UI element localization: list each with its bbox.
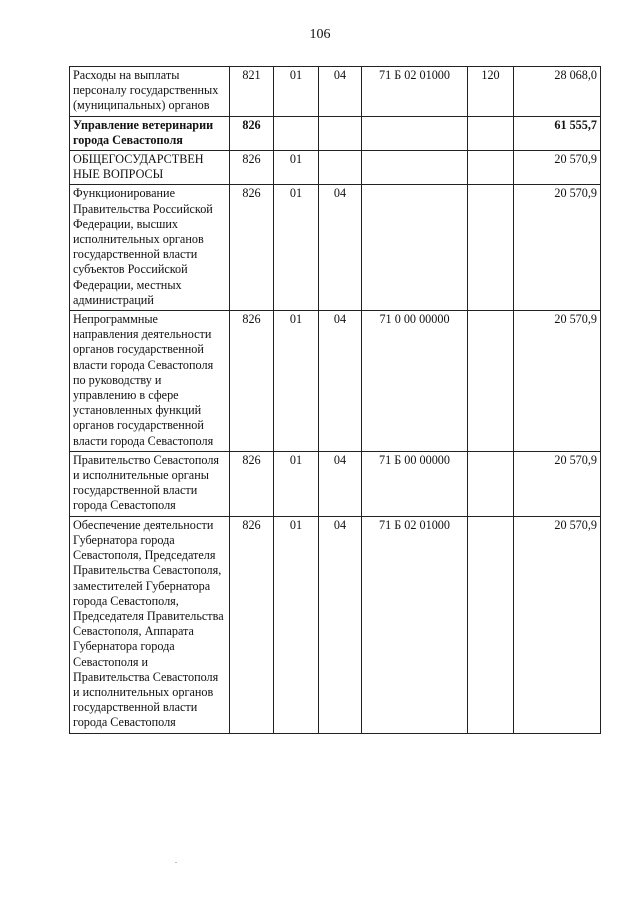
- cell-csr: [362, 116, 468, 150]
- cell-csr: 71 0 00 00000: [362, 311, 468, 452]
- cell-vr: [468, 151, 514, 185]
- table-body: [70, 67, 601, 734]
- scan-mark: [175, 862, 177, 863]
- page-number: 106: [309, 27, 331, 42]
- cell-sum: 20 570,9: [514, 311, 601, 452]
- cell-pr: 04: [319, 311, 362, 452]
- table-row: [70, 116, 601, 150]
- cell-name: Непрограммные направления деятельности органов государственной власти города Севастополя по руководству и управлению в сфере установленных функций органов государственной власти города Севастополя: [70, 311, 230, 452]
- cell-sum: 61 555,7: [514, 116, 601, 150]
- table-row: [70, 311, 601, 452]
- cell-rz: 01: [274, 67, 319, 117]
- cell-sum: 20 570,9: [514, 451, 601, 516]
- cell-vr: [468, 116, 514, 150]
- cell-csr: 71 Б 02 01000: [362, 67, 468, 117]
- cell-name: Управление ветеринарии города Севастополя: [70, 116, 230, 150]
- cell-name: Функционирование Правительства Российской Федерации, высших исполнительных органов государственной власти субъектов Российской Федерации, местных администраций: [70, 185, 230, 311]
- budget-table: [69, 66, 601, 734]
- cell-rz: 01: [274, 185, 319, 311]
- cell-pr: 04: [319, 185, 362, 311]
- cell-gr: 821: [230, 67, 274, 117]
- cell-rz: 01: [274, 311, 319, 452]
- cell-csr: [362, 185, 468, 311]
- cell-csr: 71 Б 00 00000: [362, 451, 468, 516]
- cell-pr: 04: [319, 516, 362, 733]
- cell-pr: 04: [319, 451, 362, 516]
- cell-pr: [319, 151, 362, 185]
- cell-vr: [468, 451, 514, 516]
- cell-name: Обеспечение деятельности Губернатора города Севастополя, Председателя Правительства Севастополя, заместителей Губернатора города Севастополя, Председателя Правительства Севастополя, Аппарата Губернатора города Севастополя и Правительства Севастополя и исполнительных органов государственной власти города Севастополя: [70, 516, 230, 733]
- cell-rz: 01: [274, 151, 319, 185]
- cell-pr: 04: [319, 67, 362, 117]
- cell-sum: 20 570,9: [514, 516, 601, 733]
- cell-sum: 20 570,9: [514, 185, 601, 311]
- table-row: [70, 67, 601, 117]
- cell-name: ОБЩЕГОСУДАРСТВЕН НЫЕ ВОПРОСЫ: [70, 151, 230, 185]
- cell-vr: 120: [468, 67, 514, 117]
- cell-rz: 01: [274, 516, 319, 733]
- cell-rz: [274, 116, 319, 150]
- cell-csr: 71 Б 02 01000: [362, 516, 468, 733]
- cell-vr: [468, 311, 514, 452]
- cell-vr: [468, 516, 514, 733]
- table-row: [70, 516, 601, 733]
- cell-pr: [319, 116, 362, 150]
- cell-gr: 826: [230, 451, 274, 516]
- cell-vr: [468, 185, 514, 311]
- cell-name: Расходы на выплаты персоналу государственных (муниципальных) органов: [70, 67, 230, 117]
- cell-sum: 20 570,9: [514, 151, 601, 185]
- table-row: [70, 185, 601, 311]
- cell-gr: 826: [230, 151, 274, 185]
- table-row: [70, 451, 601, 516]
- cell-gr: 826: [230, 311, 274, 452]
- cell-gr: 826: [230, 185, 274, 311]
- cell-gr: 826: [230, 116, 274, 150]
- cell-sum: 28 068,0: [514, 67, 601, 117]
- table-row: [70, 151, 601, 185]
- cell-gr: 826: [230, 516, 274, 733]
- cell-rz: 01: [274, 451, 319, 516]
- cell-name: Правительство Севастополя и исполнительные органы государственной власти города Севастополя: [70, 451, 230, 516]
- cell-csr: [362, 151, 468, 185]
